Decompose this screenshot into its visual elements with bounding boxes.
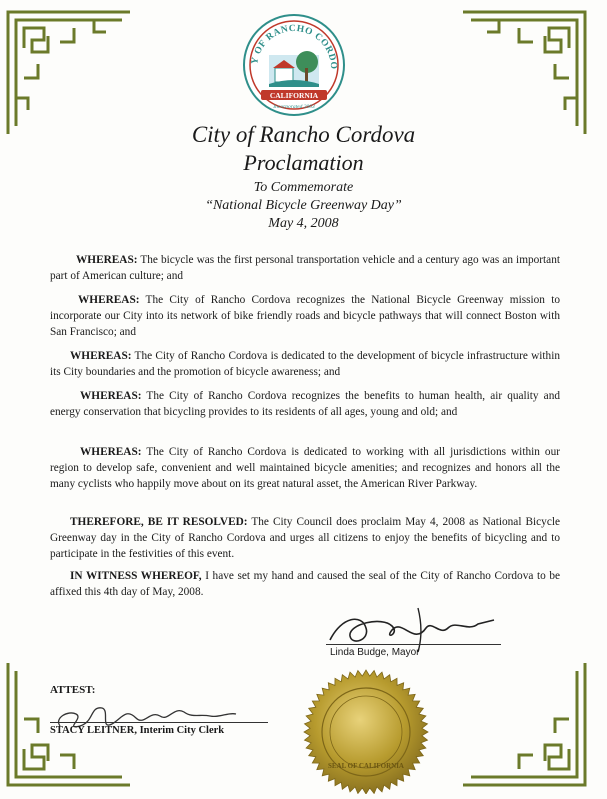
seal-text: SEAL OF CALIFORNIA	[328, 762, 404, 770]
event-name: “National Bicycle Greenway Day”	[205, 198, 402, 213]
event-date: May 4, 2008	[268, 216, 339, 231]
clerk-name: STACY LEITNER, Interim City Clerk	[50, 725, 225, 736]
whereas-paragraph-1: WHEREAS: The bicycle was the first personal transportation vehicle and a century ago was an important part of American culture; and	[50, 254, 560, 282]
logo-state-text: CALIFORNIA	[269, 91, 319, 100]
mayor-signature-line	[326, 644, 501, 645]
corner-ornament-top-right	[459, 8, 589, 138]
whereas-paragraph-5: WHEREAS: The City of Rancho Cordova is dedicated to working with all jurisdictions within our region to develop safe, convenient and well maintained bicycle amenities; and recognizes and honors all the many cyclists who happily move about on its great natural asset, the American River Parkway.	[50, 446, 560, 490]
gold-seal	[296, 664, 436, 794]
city-logo	[239, 10, 349, 120]
whereas-paragraph-3: WHEREAS: The City of Rancho Cordova is dedicated to the development of bicycle infrastructure within its City boundaries and the promotion of bicycle awareness; and	[50, 350, 560, 378]
corner-ornament-top-left	[4, 8, 134, 138]
witness-paragraph: IN WITNESS WHEREOF, I have set my hand and caused the seal of the City of Rancho Cordova to be affixed this 4th day of May, 2008.	[50, 570, 560, 598]
logo-arc-text: Y OF RANCHO CORDO	[250, 23, 339, 70]
attest-label: ATTEST:	[50, 684, 96, 696]
clerk-signature-line	[50, 722, 268, 723]
proclamation-title: Proclamation	[243, 150, 364, 175]
whereas-paragraph-2: WHEREAS: The City of Rancho Cordova recognizes the National Bicycle Greenway mission to incorporate our City into its network of bike friendly roads and bicycle pathways that will connect Boston with San Francisco; and	[50, 294, 560, 338]
logo-incorporated-text: Incorporated 2003	[273, 104, 315, 110]
resolution-paragraph: THEREFORE, BE IT RESOLVED: The City Council does proclaim May 4, 2008 as National Bicycle Greenway day in the City of Rancho Cordova and urges all citizens to enjoy the benefits of bicycling and to participate in the festivities of this event.	[50, 516, 560, 560]
city-title: City of Rancho Cordova	[191, 122, 416, 147]
whereas-paragraph-4: WHEREAS: The City of Rancho Cordova recognizes the benefits to human health, air quality and energy conservation that bicycling provides to its residents of all ages, young and old; and	[50, 390, 560, 418]
mayor-name: Linda Budge, Mayor	[330, 647, 420, 658]
corner-ornament-bottom-right	[459, 659, 589, 789]
commemorate-subtitle: To Commemorate	[253, 180, 354, 195]
